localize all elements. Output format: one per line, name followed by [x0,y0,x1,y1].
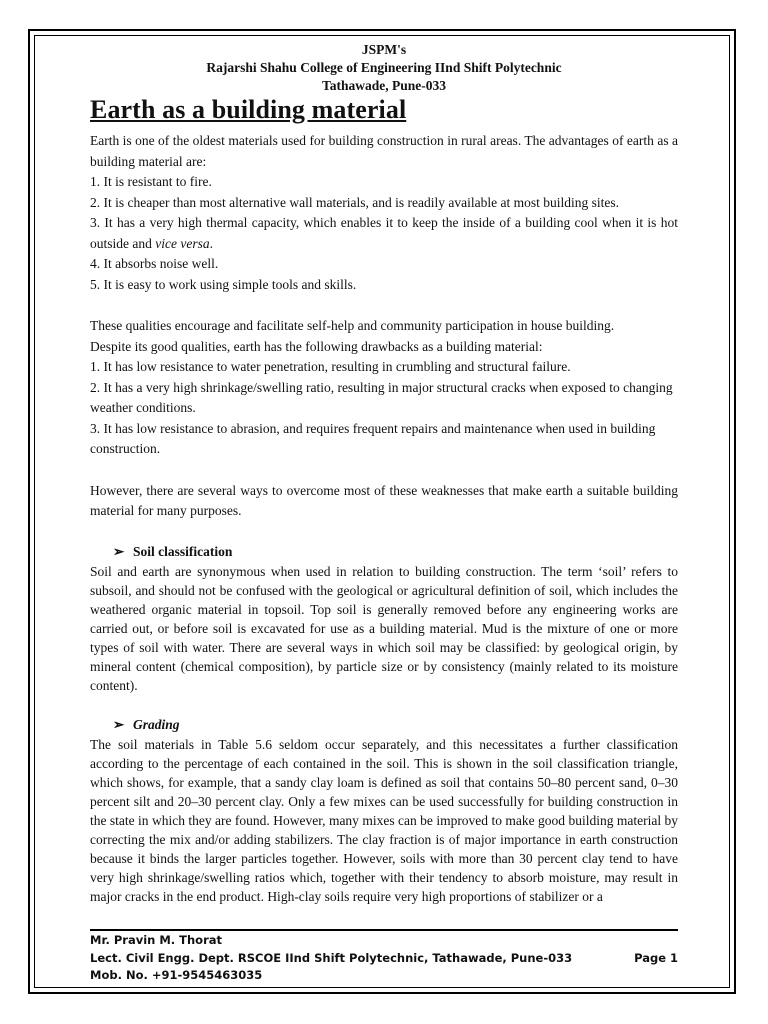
header-line-location: Tathawade, Pune-033 [321,78,447,93]
drawbacks-intro: Despite its good qualities, earth has the following drawbacks as a building material: [90,338,543,354]
qualities-paragraph: These qualities encourage and facilitate self-help and community participation in house building. [90,318,615,333]
drawback-item: 3. It has low resistance to abrasion, and requires frequent repairs and maintenance when used in building construction. [90,420,656,456]
footer-department: Lect. Civil Engg. Dept. RSCOE IInd Shift Polytechnic, Tathawade, Pune-033 [90,950,573,965]
advantage-item: 1. It is resistant to fire. [90,174,212,189]
advantage-item: 4. It absorbs noise well. [90,256,219,271]
arrow-bullet-icon: ➢ [113,543,125,559]
page-footer [90,932,678,985]
arrow-bullet-icon: ➢ [113,716,125,732]
grading-heading-text: Grading [133,716,180,732]
footer-author: Mr. Pravin M. Thorat [90,933,223,947]
college-header [90,41,678,95]
document-body [90,131,678,906]
header-line-jspm: JSPM's [361,42,407,57]
drawback-item: 2. It has a very high shrinkage/swelling ratio, resulting in major structural cracks when exposed to changing weather conditions. [90,379,673,415]
footer-divider [90,929,678,931]
advantage-item [90,213,678,254]
advantage-item: 5. It is easy to work using simple tools and skills. [90,276,357,292]
advantage-item-end: . [209,235,213,251]
grading-body: The soil materials in Table 5.6 seldom occur separately, and this necessitates a further classification according to the percentage of each contained in the soil. This is shown in the soil classification triangle, which shows, for example, that a sandy clay loam is defined as soil that contains 50–80 percent sand, 0–30 percent silt and 20–30 percent clay. Only a few mixes can be used successfully for building construction in the state in which they are found. However, many mixes can be improved to make good building material by correcting the mix and/or adding stabilizers. The clay fraction is of major importance in earth construction because it binds the larger particles together. However, soils with more than 30 percent clay tend to have very high shrinkage/swelling ratios which, together with their tendency to absorb moisture, may result in major cracks in the end product. High-clay soils require very high proportions of stabilizer or a [90,736,678,904]
intro-paragraph: Earth is one of the oldest materials used for building construction in rural areas. The advantages of earth as a building material are: [90,133,678,169]
advantage-item-text: 3. It has a very high thermal capacity, which enables it to keep the inside of a building cool when it is hot outside and [90,215,678,251]
soil-heading-text: Soil classification [133,543,233,559]
however-paragraph: However, there are several ways to overcome most of these weaknesses that make earth a suitable building material for many purposes. [90,482,678,518]
grading-heading [90,715,678,735]
footer-mobile: Mob. No. +91-9545463035 [90,968,263,982]
advantage-item: 2. It is cheaper than most alternative wall materials, and is readily available at most building sites. [90,194,619,210]
page-number: Page 1 [634,950,678,965]
footer-dept-row [90,950,678,968]
soil-classification-body: Soil and earth are synonymous when used in relation to building construction. The term ‘soil’ refers to subsoil, and should not be confused with the geological or agricultural definition of soil, which includes the weathered organic material in topsoil. Top soil is generally removed before any engineering works are carried out, or before soil is excavated for use as a building material. Mud is the mixture of one or more types of soil with water. There are several ways in which soil may be classified: by geological origin, by mineral content (chemical composition), by particle size or by consistency (mainly related to its moisture content). [90,563,678,693]
soil-classification-heading [90,542,678,562]
drawback-item: 1. It has low resistance to water penetration, resulting in crumbling and structural failure. [90,359,571,374]
advantage-item-italic: vice versa [155,235,210,251]
header-line-college: Rajarshi Shahu College of Engineering IInd Shift Polytechnic [206,60,562,75]
page-title: Earth as a building material [90,95,407,124]
